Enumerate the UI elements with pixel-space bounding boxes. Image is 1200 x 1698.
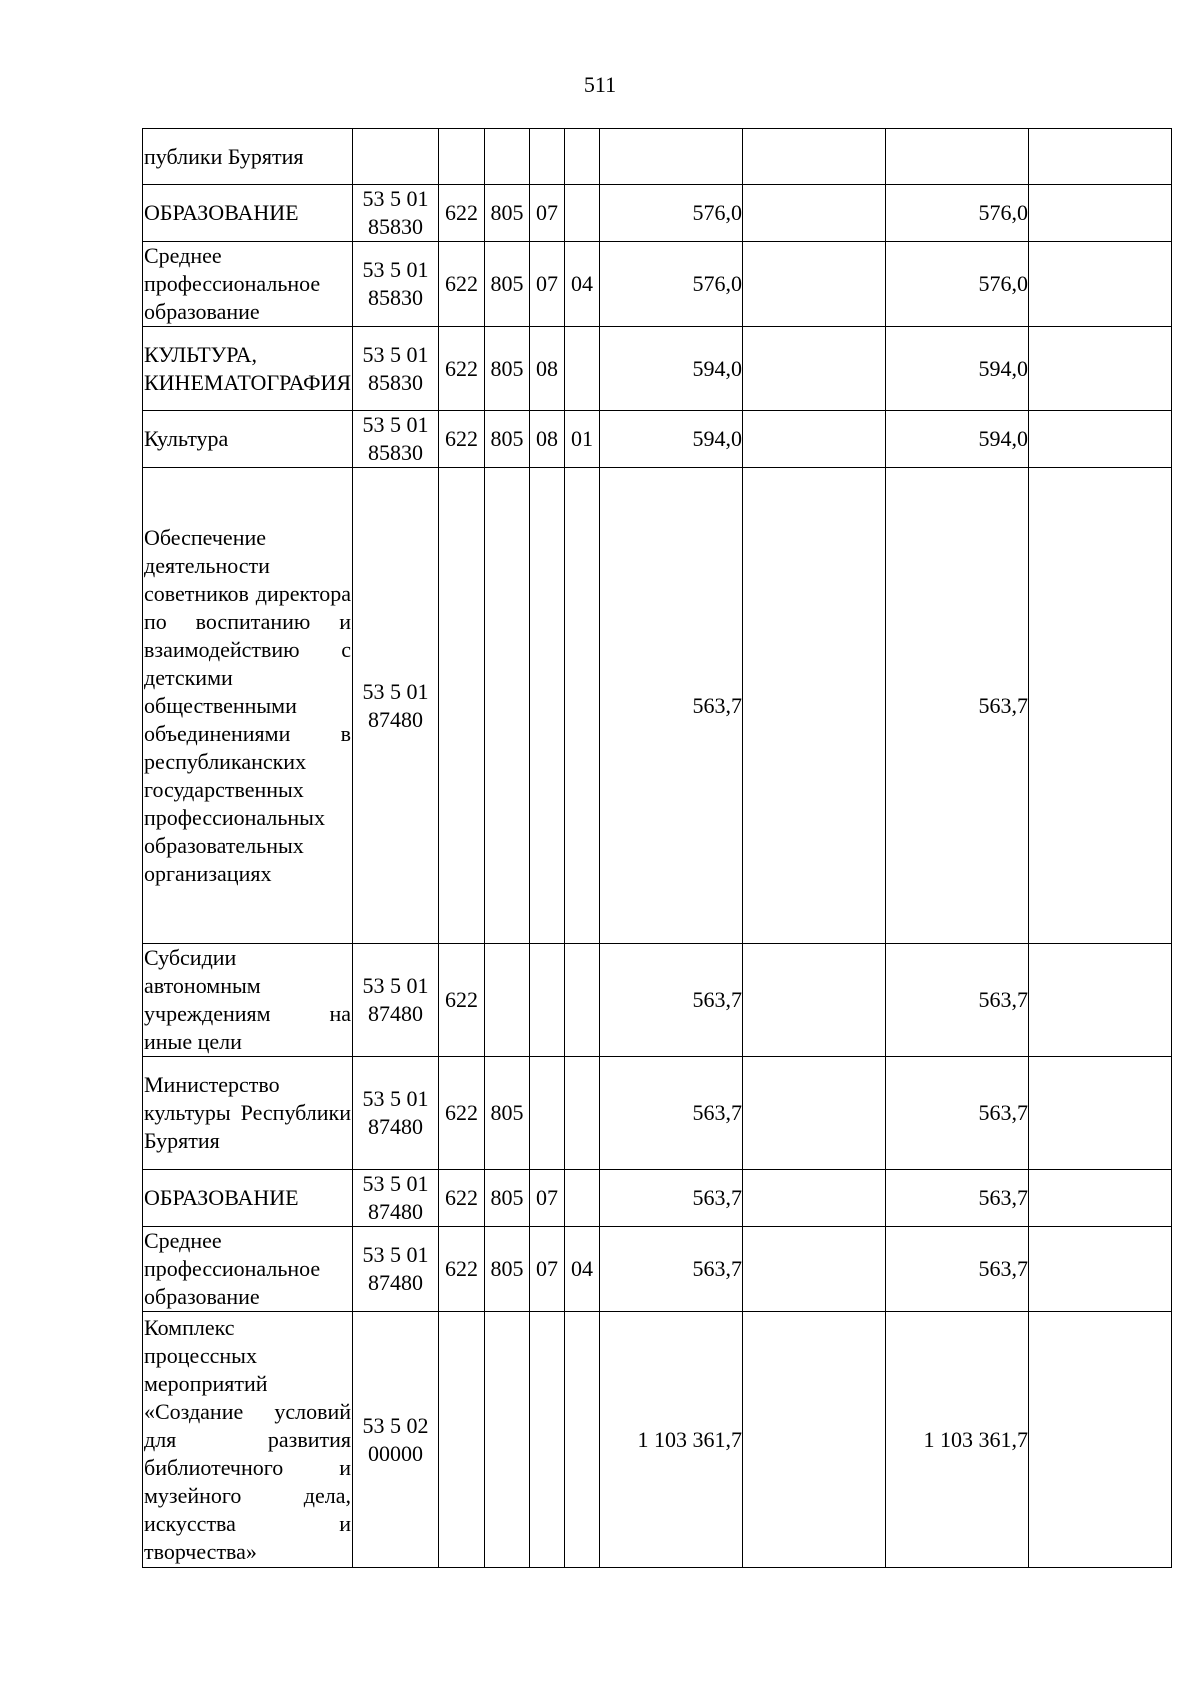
row-value-1-cell: 576,0 bbox=[600, 185, 743, 242]
budget-table bbox=[142, 128, 1172, 1568]
row-value-4-cell bbox=[1029, 242, 1172, 327]
row-name-cell: Субсидии автономным учреждениям на иные цели bbox=[143, 944, 353, 1057]
row-code-4-cell bbox=[565, 944, 600, 1057]
row-name-cell: ОБРАЗОВАНИЕ bbox=[143, 185, 353, 242]
row-value-3-cell: 563,7 bbox=[886, 1057, 1029, 1170]
row-name-cell: Среднее профессиональное образование bbox=[143, 1227, 353, 1312]
row-code-2-cell bbox=[485, 468, 530, 944]
row-code-1-cell: 622 bbox=[439, 1227, 485, 1312]
row-value-2-cell bbox=[743, 185, 886, 242]
row-value-2-cell bbox=[743, 1057, 886, 1170]
row-value-3-cell: 1 103 361,7 bbox=[886, 1312, 1029, 1568]
row-value-1-cell: 594,0 bbox=[600, 327, 743, 411]
row-value-4-cell bbox=[1029, 327, 1172, 411]
row-code-2-cell bbox=[485, 944, 530, 1057]
row-value-1-cell: 563,7 bbox=[600, 1057, 743, 1170]
row-value-2-cell bbox=[743, 1170, 886, 1227]
row-code-2-cell: 805 bbox=[485, 1170, 530, 1227]
row-code-2-cell: 805 bbox=[485, 185, 530, 242]
row-value-2-cell bbox=[743, 242, 886, 327]
row-value-3-cell: 563,7 bbox=[886, 1227, 1029, 1312]
row-code-2-cell: 805 bbox=[485, 411, 530, 468]
table-row bbox=[143, 944, 1172, 1057]
row-code-1-cell bbox=[439, 129, 485, 185]
row-name-cell: Министерство культуры Республики Бурятия bbox=[143, 1057, 353, 1170]
row-name-cell: Культура bbox=[143, 411, 353, 468]
table-row bbox=[143, 1057, 1172, 1170]
row-code-4-cell bbox=[565, 468, 600, 944]
row-code-cell bbox=[353, 129, 439, 185]
row-value-3-cell: 594,0 bbox=[886, 327, 1029, 411]
row-value-1-cell: 563,7 bbox=[600, 1170, 743, 1227]
row-code-cell: 53 5 02 00000 bbox=[353, 1312, 439, 1568]
row-value-2-cell bbox=[743, 944, 886, 1057]
row-value-1-cell: 563,7 bbox=[600, 1227, 743, 1312]
row-value-1-cell: 594,0 bbox=[600, 411, 743, 468]
row-code-2-cell bbox=[485, 129, 530, 185]
row-value-3-cell: 576,0 bbox=[886, 185, 1029, 242]
row-code-4-cell bbox=[565, 1170, 600, 1227]
row-code-4-cell bbox=[565, 1312, 600, 1568]
row-code-cell: 53 5 01 87480 bbox=[353, 1227, 439, 1312]
row-code-2-cell: 805 bbox=[485, 1057, 530, 1170]
row-value-3-cell: 594,0 bbox=[886, 411, 1029, 468]
row-name-cell: публики Бурятия bbox=[143, 129, 353, 185]
row-name-cell: Обеспечение деятельности советников директора по воспитанию и взаимодействию с детскими общественными объединениями в республиканских государственных профессиональных образовательных организациях bbox=[143, 468, 353, 944]
row-code-3-cell bbox=[530, 129, 565, 185]
row-code-3-cell bbox=[530, 468, 565, 944]
table-row bbox=[143, 242, 1172, 327]
row-code-2-cell: 805 bbox=[485, 327, 530, 411]
table-row bbox=[143, 1312, 1172, 1568]
row-code-3-cell: 08 bbox=[530, 411, 565, 468]
row-code-4-cell bbox=[565, 185, 600, 242]
row-code-4-cell: 04 bbox=[565, 1227, 600, 1312]
table-row bbox=[143, 327, 1172, 411]
table-row bbox=[143, 468, 1172, 944]
row-value-4-cell bbox=[1029, 1227, 1172, 1312]
row-code-1-cell: 622 bbox=[439, 944, 485, 1057]
row-value-1-cell bbox=[600, 129, 743, 185]
row-code-4-cell bbox=[565, 129, 600, 185]
row-value-2-cell bbox=[743, 468, 886, 944]
row-value-2-cell bbox=[743, 129, 886, 185]
row-code-4-cell: 04 bbox=[565, 242, 600, 327]
row-name-cell: Комплекс процессных мероприятий «Создание условий для развития библиотечного и музейного дела, искусства и творчества» bbox=[143, 1312, 353, 1568]
row-code-3-cell bbox=[530, 1312, 565, 1568]
row-code-4-cell bbox=[565, 327, 600, 411]
row-value-4-cell bbox=[1029, 944, 1172, 1057]
table-row bbox=[143, 129, 1172, 185]
row-value-3-cell: 563,7 bbox=[886, 468, 1029, 944]
row-code-4-cell bbox=[565, 1057, 600, 1170]
row-code-3-cell bbox=[530, 944, 565, 1057]
table-row bbox=[143, 1170, 1172, 1227]
row-code-cell: 53 5 01 85830 bbox=[353, 411, 439, 468]
row-name-cell: ОБРАЗОВАНИЕ bbox=[143, 1170, 353, 1227]
row-code-4-cell: 01 bbox=[565, 411, 600, 468]
row-code-3-cell: 08 bbox=[530, 327, 565, 411]
row-value-3-cell: 563,7 bbox=[886, 1170, 1029, 1227]
row-value-2-cell bbox=[743, 1312, 886, 1568]
table-row bbox=[143, 411, 1172, 468]
row-value-1-cell: 1 103 361,7 bbox=[600, 1312, 743, 1568]
row-value-1-cell: 563,7 bbox=[600, 468, 743, 944]
row-value-4-cell bbox=[1029, 1057, 1172, 1170]
row-value-4-cell bbox=[1029, 411, 1172, 468]
row-value-3-cell: 576,0 bbox=[886, 242, 1029, 327]
row-code-3-cell bbox=[530, 1057, 565, 1170]
row-value-3-cell: 563,7 bbox=[886, 944, 1029, 1057]
table-row bbox=[143, 1227, 1172, 1312]
row-code-cell: 53 5 01 87480 bbox=[353, 1170, 439, 1227]
row-code-1-cell: 622 bbox=[439, 242, 485, 327]
row-code-3-cell: 07 bbox=[530, 1170, 565, 1227]
row-value-3-cell bbox=[886, 129, 1029, 185]
row-code-1-cell bbox=[439, 1312, 485, 1568]
row-value-2-cell bbox=[743, 1227, 886, 1312]
page-number: 511 bbox=[583, 72, 617, 97]
row-value-4-cell bbox=[1029, 185, 1172, 242]
row-code-cell: 53 5 01 85830 bbox=[353, 185, 439, 242]
row-value-4-cell bbox=[1029, 468, 1172, 944]
row-code-1-cell: 622 bbox=[439, 411, 485, 468]
row-code-cell: 53 5 01 85830 bbox=[353, 327, 439, 411]
row-code-3-cell: 07 bbox=[530, 185, 565, 242]
row-code-2-cell: 805 bbox=[485, 242, 530, 327]
row-code-3-cell: 07 bbox=[530, 1227, 565, 1312]
row-value-4-cell bbox=[1029, 129, 1172, 185]
table-row bbox=[143, 185, 1172, 242]
row-name-cell: Среднее профессиональное образование bbox=[143, 242, 353, 327]
row-code-2-cell bbox=[485, 1312, 530, 1568]
row-code-2-cell: 805 bbox=[485, 1227, 530, 1312]
row-value-1-cell: 563,7 bbox=[600, 944, 743, 1057]
row-code-cell: 53 5 01 87480 bbox=[353, 944, 439, 1057]
row-code-1-cell bbox=[439, 468, 485, 944]
row-value-2-cell bbox=[743, 327, 886, 411]
row-value-4-cell bbox=[1029, 1170, 1172, 1227]
row-code-1-cell: 622 bbox=[439, 185, 485, 242]
row-code-cell: 53 5 01 87480 bbox=[353, 468, 439, 944]
row-code-3-cell: 07 bbox=[530, 242, 565, 327]
row-code-cell: 53 5 01 87480 bbox=[353, 1057, 439, 1170]
row-name-cell: КУЛЬТУРА, КИНЕМАТОГРАФИЯ bbox=[143, 327, 353, 411]
row-code-1-cell: 622 bbox=[439, 1057, 485, 1170]
row-code-cell: 53 5 01 85830 bbox=[353, 242, 439, 327]
row-code-1-cell: 622 bbox=[439, 327, 485, 411]
row-value-2-cell bbox=[743, 411, 886, 468]
row-value-4-cell bbox=[1029, 1312, 1172, 1568]
row-code-1-cell: 622 bbox=[439, 1170, 485, 1227]
row-value-1-cell: 576,0 bbox=[600, 242, 743, 327]
